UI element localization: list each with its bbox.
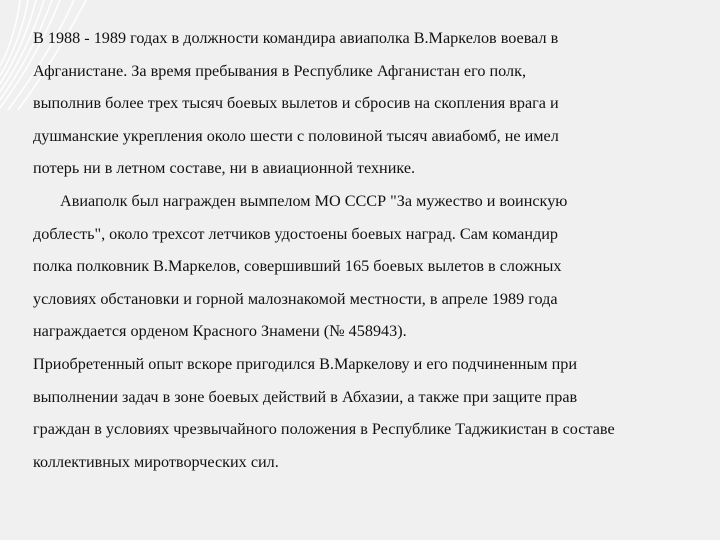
text-line: коллективных миротворческих сил. xyxy=(33,452,279,471)
body-text xyxy=(33,22,688,478)
text-line: Приобретенный опыт вскоре пригодился В.Маркелову и его подчиненным при xyxy=(33,354,578,373)
text-line: награждается орденом Красного Знамени (№ 458943). xyxy=(33,322,407,341)
text-line: душманские укрепления около шести с половиной тысяч авиабомб, не имел xyxy=(33,126,559,145)
text-line: выполнении задач в зоне боевых действий в Абхазии, а также при защите прав xyxy=(33,387,578,406)
text-line: полка полковник В.Маркелов, совершивший 165 боевых вылетов в сложных xyxy=(33,257,562,276)
text-line: условиях обстановки и горной малознакомой местности, в апреле 1989 года xyxy=(33,289,558,308)
text-line: Авиаполк был награжден вымпелом МО СССР "За мужество и воинскую xyxy=(60,191,568,210)
text-line: выполнив более трех тысяч боевых вылетов и сбросив на скопления врага и xyxy=(33,94,559,113)
text-line: граждан в условиях чрезвычайного положения в Республике Таджикистан в составе xyxy=(33,420,615,439)
text-line: Афганистане. За время пребывания в Республике Афганистан его полк, xyxy=(33,61,526,80)
text-line: потерь ни в летном составе, ни в авиационной технике. xyxy=(33,159,416,178)
text-line: доблесть", около трехсот летчиков удостоены боевых наград. Сам командир xyxy=(33,224,558,243)
text-line: В 1988 - 1989 годах в должности командира авиаполка В.Маркелов воевал в xyxy=(33,29,559,47)
